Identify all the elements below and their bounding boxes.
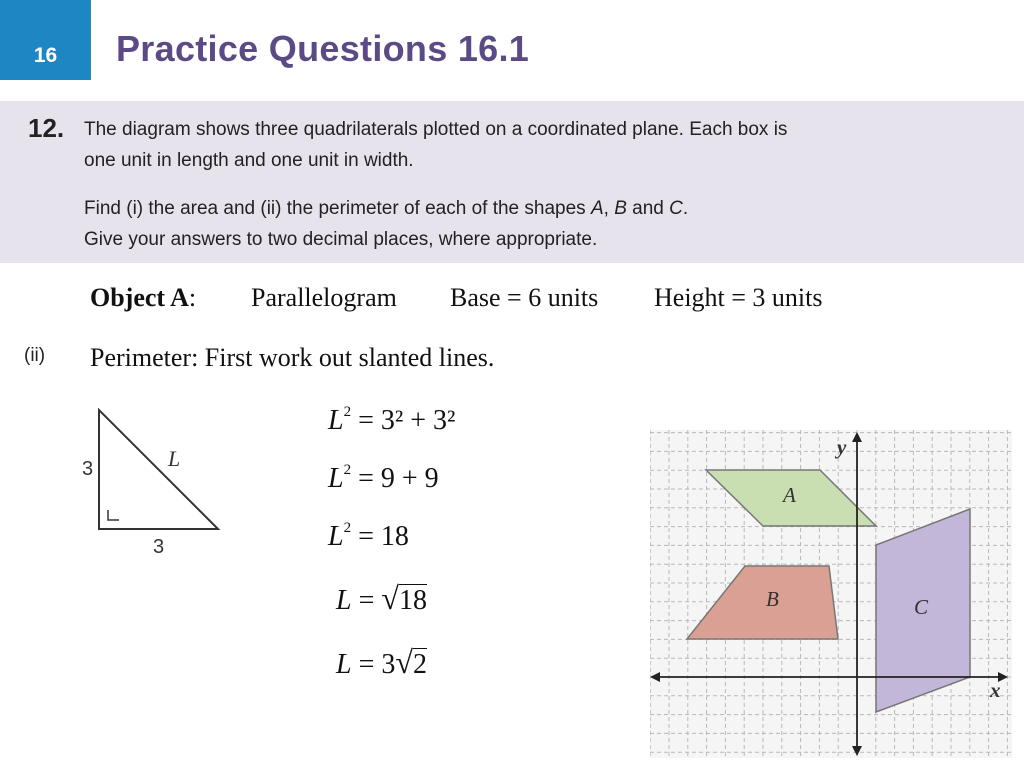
right-angle-marker [108, 510, 119, 520]
base-value: Base = 6 units [450, 283, 599, 312]
right-triangle [99, 410, 218, 529]
shape-name: Parallelogram [251, 283, 397, 312]
page-title: Practice Questions 16.1 [116, 28, 530, 69]
question-number: 12. [28, 113, 65, 143]
question-line-3: Find (i) the area and (ii) the perimeter of each of the shapes A, B and C. [84, 198, 689, 219]
radicand-2: 2 [412, 649, 427, 680]
question-line-1: The diagram shows three quadrilaterals plotted on a coordinated plane. Each box is [84, 119, 788, 140]
shape-a-label: A [783, 483, 796, 507]
equation-5: L = 3√2 [336, 644, 427, 680]
triangle-hypotenuse: L [168, 446, 181, 471]
object-label: Object A [90, 283, 189, 312]
equation-3: $L^2 = 18$ [328, 519, 409, 552]
x-axis-label: x [990, 678, 1001, 702]
object-colon: : [188, 283, 197, 312]
chapter-number: 16 [33, 44, 58, 67]
object-label-group [90, 283, 196, 313]
height-value: Height = 3 units [654, 283, 823, 312]
shape-c-label: C [914, 595, 929, 619]
triangle-side-vertical: 3 [82, 458, 94, 480]
step-label: (ii) [24, 345, 46, 366]
shape-b-label: B [766, 587, 779, 611]
equation-1: $L^2 = 3^2 + 3^2$ [328, 403, 456, 436]
y-axis-label: y [837, 435, 847, 459]
radicand-18: 18 [398, 585, 427, 616]
triangle-side-horizontal: 3 [153, 536, 165, 558]
question-line-4: Give your answers to two decimal places, where appropriate. [84, 229, 598, 250]
step-text: Perimeter: First work out slanted lines. [90, 343, 495, 372]
equation-2: $L^2 = 9 + 9$ [328, 461, 439, 494]
question-line-2: one unit in length and one unit in width. [84, 150, 414, 171]
chapter-badge [0, 0, 91, 80]
triangle-diagram [70, 400, 240, 570]
equation-4: L = √18 [336, 580, 427, 616]
coordinate-grid [650, 430, 1012, 758]
